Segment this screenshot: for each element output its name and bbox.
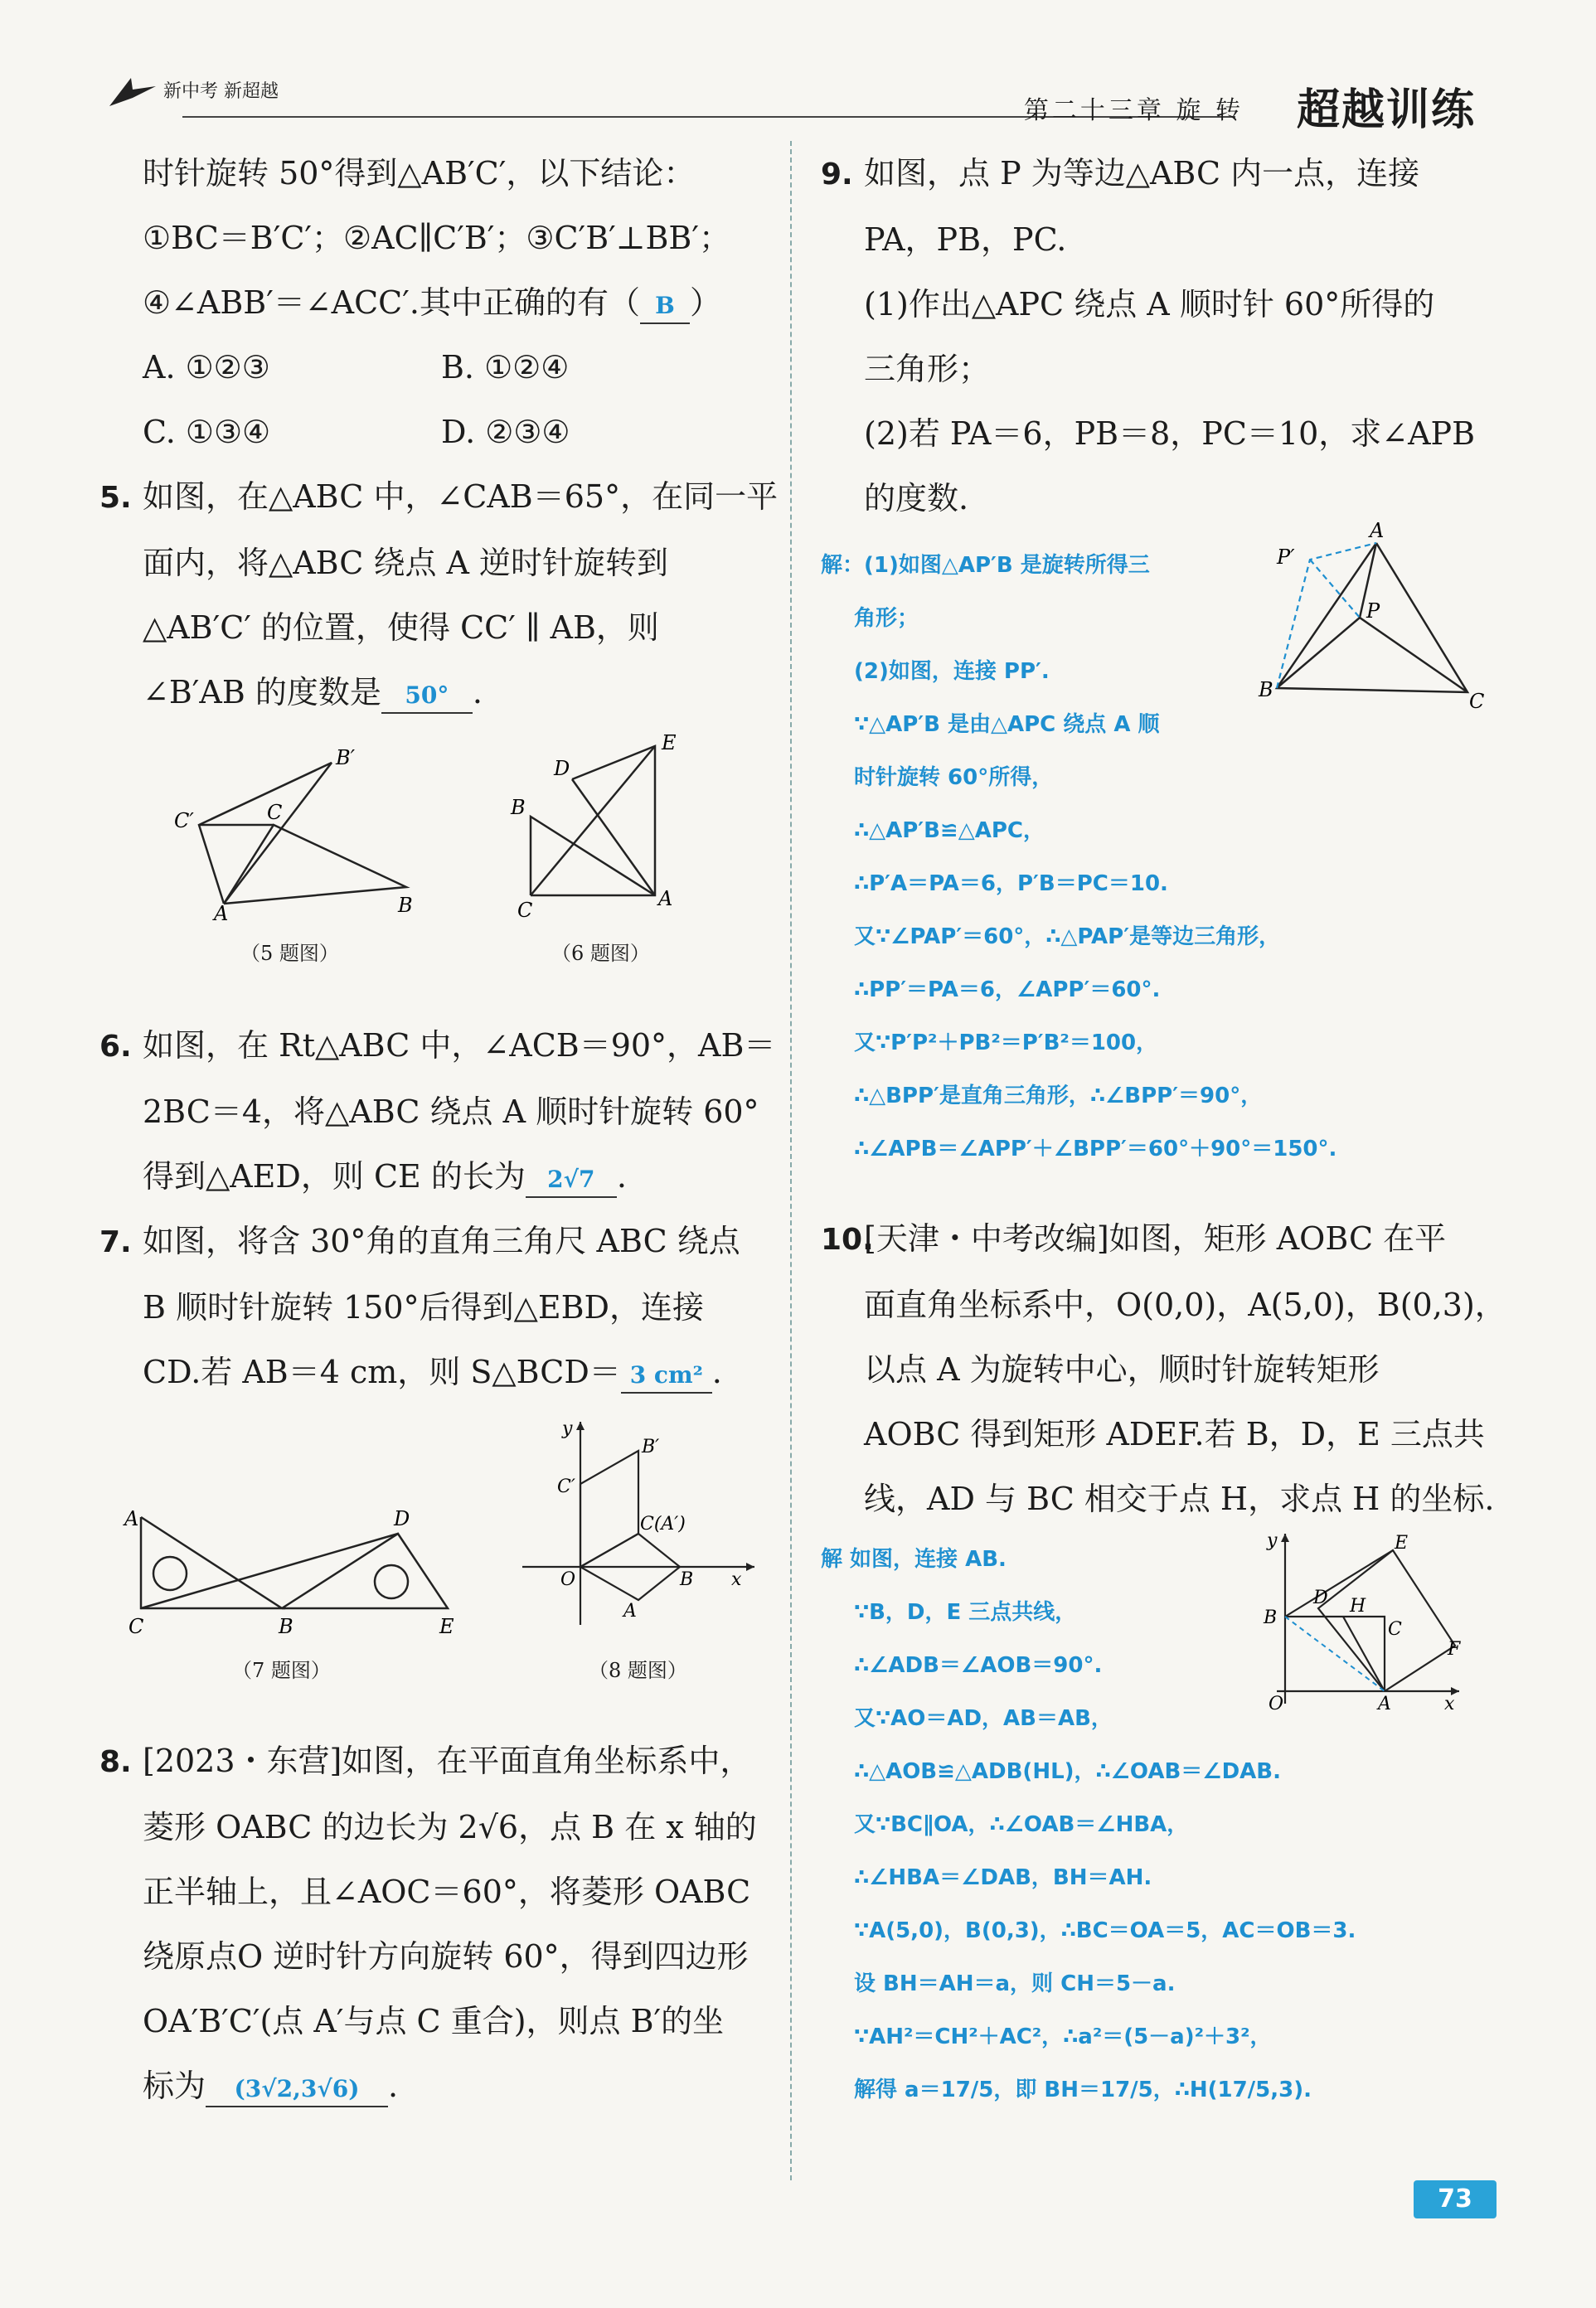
label-y: y xyxy=(1267,1530,1278,1551)
question-5 xyxy=(99,464,779,725)
label-b-prime: B′ xyxy=(642,1437,660,1457)
logo-text: 新中考 新超越 xyxy=(163,81,279,102)
label-c: C xyxy=(1469,690,1485,713)
caption-figure-7: （7 题图） xyxy=(232,1659,331,1682)
label-a: A xyxy=(214,902,229,920)
page-header xyxy=(99,66,1476,133)
q5-text: ∠B′AB 的度数是 xyxy=(143,674,381,710)
q7-answer: 3 cm² xyxy=(621,1359,712,1394)
q5-answer: 50° xyxy=(381,679,473,714)
q9-solution-line: 角形； xyxy=(854,606,919,631)
left-column-lower xyxy=(99,1013,776,1404)
label-c: C xyxy=(129,1615,144,1638)
q7-line xyxy=(99,1209,771,1275)
question-9 xyxy=(821,141,1501,531)
q10-line xyxy=(821,1206,1501,1273)
q7-number: 7. xyxy=(99,1225,132,1259)
q4-option-d: D. ②③④ xyxy=(441,414,570,450)
q8-line xyxy=(99,1729,771,1795)
question-6 xyxy=(99,1013,776,1209)
label-e: E xyxy=(439,1615,454,1638)
q6-line xyxy=(99,1013,776,1079)
q10-line: 面直角坐标系中，O(0,0)，A(5,0)，B(0,3)， xyxy=(864,1287,1506,1323)
label-b: B xyxy=(398,894,413,917)
q9-solution-line: (2)如图，连接 PP′. xyxy=(854,659,1050,684)
q9-line: 三角形； xyxy=(864,351,991,387)
q8-line xyxy=(143,2053,771,2118)
caption-figure-6: （6 题图） xyxy=(551,942,650,965)
q8-line: 绕原点O 逆时针方向旋转 60°，得到四边形 xyxy=(143,1938,749,1975)
figure-9 xyxy=(1252,522,1492,721)
label-c: C xyxy=(1388,1619,1402,1640)
q8-text: 标为 xyxy=(143,2068,206,2104)
label-a: A xyxy=(1378,1694,1391,1714)
q10-number: 10. xyxy=(821,1223,874,1257)
label-b: B xyxy=(680,1569,694,1590)
q9-solution-line: ∴△BPP′是直角三角形，∴∠BPP′＝90°， xyxy=(854,1084,1263,1108)
q8-text: [2023・东营]如图，在平面直角坐标系中， xyxy=(143,1743,752,1779)
q9-solution-line: 又∵P′P²＋PB²＝P′B²＝100， xyxy=(854,1030,1158,1055)
label-c-a-prime: C(A′) xyxy=(640,1514,686,1535)
q8-line: 菱形 OABC 的边长为 2√6，点 B 在 x 轴的 xyxy=(143,1809,757,1845)
q4-line-text: ④∠ABB′＝∠ACC′.其中正确的有（ xyxy=(143,284,640,321)
q9-line: (1)作出△APC 绕点 A 顺时针 60°所得的 xyxy=(864,286,1435,322)
q5-end: . xyxy=(472,674,483,710)
label-e: E xyxy=(662,731,677,754)
q10-line: AOBC 得到矩形 ADEF.若 B，D，E 三点共 xyxy=(864,1416,1485,1452)
question-8 xyxy=(99,1729,771,2118)
label-a: A xyxy=(1370,522,1385,542)
q9-line: PA，PB，PC. xyxy=(864,221,1067,258)
q4-options-row xyxy=(143,335,771,400)
label-b-prime: B′ xyxy=(336,746,356,769)
figure-10 xyxy=(1252,1525,1467,1716)
caption-figure-5: （5 题图） xyxy=(240,942,339,965)
q6-end: . xyxy=(616,1158,627,1195)
q9-text: 如图，点 P 为等边△ABC 内一点，连接 xyxy=(864,155,1420,192)
q4-answer: B xyxy=(640,289,690,324)
caption-figure-8: （8 题图） xyxy=(589,1659,687,1682)
label-x: x xyxy=(1444,1694,1455,1714)
q10-solution-line: 又∵BC∥OA，∴∠OAB＝∠HBA， xyxy=(854,1812,1189,1837)
q6-answer: 2√7 xyxy=(526,1163,617,1198)
left-column-bottom xyxy=(99,1729,771,2118)
label-f: F xyxy=(1448,1639,1461,1660)
q9-line: 的度数. xyxy=(864,480,969,516)
chapter-title: 第二十三章 旋 转 xyxy=(1023,96,1244,125)
label-o: O xyxy=(1269,1694,1284,1714)
q8-end: . xyxy=(388,2068,399,2104)
q5-number: 5. xyxy=(99,481,132,515)
question-7 xyxy=(99,1209,771,1404)
q10-solution-line: ∴∠HBA＝∠DAB，BH＝AH. xyxy=(854,1865,1152,1890)
figure-5 xyxy=(166,746,431,920)
q10-solution-line: ∴∠ADB＝∠AOB＝90°. xyxy=(854,1653,1103,1678)
logo-swoosh-icon xyxy=(108,75,158,109)
label-x: x xyxy=(731,1569,742,1590)
q10-solution-line: ∵B，D，E 三点共线， xyxy=(854,1600,1077,1625)
q10-solution-line: 解 如图，连接 AB. xyxy=(821,1547,1007,1572)
label-c: C xyxy=(517,899,533,920)
header-logo xyxy=(108,75,279,109)
q8-line: OA′B′C′(点 A′与点 C 重合)，则点 B′的坐 xyxy=(143,2003,725,2039)
label-c: C xyxy=(267,801,283,824)
label-p: P xyxy=(1366,599,1380,623)
q9-solution-line: ∴△AP′B≌△APC， xyxy=(854,818,1045,843)
q9-solution-line: 又∵∠PAP′＝60°，∴△PAP′是等边三角形， xyxy=(854,924,1281,949)
label-d: D xyxy=(554,757,570,780)
figure-7 xyxy=(116,1501,464,1641)
q10-solution-line: 又∵AO＝AD，AB＝AB， xyxy=(854,1706,1113,1731)
q7-line xyxy=(143,1340,771,1404)
q7-end: . xyxy=(711,1354,722,1390)
left-column xyxy=(99,141,779,725)
q5-line xyxy=(99,464,779,531)
label-d: D xyxy=(394,1507,410,1530)
label-b: B xyxy=(279,1615,293,1638)
label-a: A xyxy=(124,1507,139,1530)
label-e: E xyxy=(1395,1533,1409,1554)
q7-text: 如图，将含 30°角的直角三角尺 ABC 绕点 xyxy=(143,1223,740,1259)
q9-solution-line: ∴P′A＝PA＝6，P′B＝PC＝10. xyxy=(854,871,1168,896)
q8-answer: (3√2,3√6) xyxy=(206,2073,388,2107)
q9-solution-line: 解：(1)如图△AP′B 是旋转所得三 xyxy=(821,553,1150,578)
page-number: 73 xyxy=(1414,2180,1497,2218)
label-b: B xyxy=(1264,1607,1278,1628)
q9-solution-line: 时针旋转 60°所得， xyxy=(854,765,1054,790)
label-b: B xyxy=(1259,678,1273,701)
question-4-continued xyxy=(99,141,771,464)
q6-text: 如图，在 Rt△ABC 中，∠ACB＝90°，AB＝ xyxy=(143,1027,776,1064)
label-p-prime: P′ xyxy=(1277,545,1295,569)
section-title: 超越训练 xyxy=(1296,85,1476,135)
label-c-prime: C′ xyxy=(557,1476,575,1497)
label-o: O xyxy=(560,1569,576,1590)
question-10 xyxy=(821,1206,1506,1531)
label-b: B xyxy=(511,796,526,819)
q4-options-row xyxy=(143,400,771,464)
q10-solution-line: ∵AH²＝CH²＋AC²，∴a²＝(5－a)²＋3²， xyxy=(854,2024,1272,2049)
q7-line: B 顺时针旋转 150°后得到△EBD，连接 xyxy=(143,1289,704,1326)
q10-solution-line: 解得 a＝17/5，即 BH＝17/5，∴H(17/5,3). xyxy=(854,2078,1312,2102)
q5-line: △AB′C′ 的位置，使得 CC′ ∥ AB，则 xyxy=(143,609,659,646)
q6-line xyxy=(143,1144,771,1209)
q5-text: 如图，在△ABC 中，∠CAB＝65°，在同一平 xyxy=(143,478,779,515)
q5-line xyxy=(143,660,771,725)
q4-option-c: C. ①③④ xyxy=(143,414,271,450)
q4-line xyxy=(143,270,771,335)
q10-solution-line: ∴△AOB≌△ADB(HL)，∴∠OAB＝∠DAB. xyxy=(854,1759,1281,1784)
q6-text: 得到△AED，则 CE 的长为 xyxy=(143,1158,526,1195)
label-a: A xyxy=(623,1601,637,1622)
q9-solution-line: ∴PP′＝PA＝6，∠APP′＝60°. xyxy=(854,977,1161,1002)
q9-solution-line: ∴∠APB＝∠APP′＋∠BPP′＝60°＋90°＝150°. xyxy=(854,1137,1337,1161)
label-d: D xyxy=(1313,1588,1328,1608)
q10-solution-line: ∵A(5,0)，B(0,3)，∴BC＝OA＝5，AC＝OB＝3. xyxy=(854,1918,1356,1943)
q10-solution-line: 设 BH＝AH＝a，则 CH＝5－a. xyxy=(854,1971,1176,1996)
column-divider xyxy=(790,141,792,2180)
q6-line: 2BC＝4，将△ABC 绕点 A 顺时针旋转 60° xyxy=(143,1093,759,1130)
q8-line: 正半轴上，且∠AOC＝60°，将菱形 OABC xyxy=(143,1874,751,1910)
q4-line: ①BC＝B′C′；②AC∥C′B′；③C′B′⊥BB′； xyxy=(143,220,730,256)
q9-line: (2)若 PA＝6，PB＝8，PC＝10，求∠APB xyxy=(864,415,1476,452)
q4-option-a: A. ①②③ xyxy=(143,349,270,385)
q8-number: 8. xyxy=(99,1745,132,1779)
label-h: H xyxy=(1350,1596,1366,1617)
q7-text: CD.若 AB＝4 cm，则 S△BCD＝ xyxy=(143,1354,621,1390)
q9-line xyxy=(821,141,1501,207)
q4-line: 时针旋转 50°得到△AB′C′，以下结论： xyxy=(143,155,696,192)
q4-tail: ） xyxy=(689,284,721,321)
q5-line: 面内，将△ABC 绕点 A 逆时针旋转到 xyxy=(143,545,669,581)
figure-6 xyxy=(506,721,705,920)
q10-line: 以点 A 为旋转中心，顺时针旋转矩形 xyxy=(864,1351,1380,1388)
q9-solution-line: ∵△AP′B 是由△APC 绕点 A 顺 xyxy=(854,712,1160,737)
q4-option-b: B. ①②④ xyxy=(441,349,570,385)
label-c-prime: C′ xyxy=(174,809,194,832)
q9-number: 9. xyxy=(821,158,853,192)
q6-number: 6. xyxy=(99,1030,132,1064)
q10-line: 线，AD 与 BC 相交于点 H，求点 H 的坐标. xyxy=(864,1481,1495,1517)
figure-8 xyxy=(514,1409,763,1633)
q10-text: [天津・中考改编]如图，矩形 AOBC 在平 xyxy=(864,1220,1447,1257)
label-a: A xyxy=(658,887,673,910)
label-y: y xyxy=(562,1418,573,1439)
